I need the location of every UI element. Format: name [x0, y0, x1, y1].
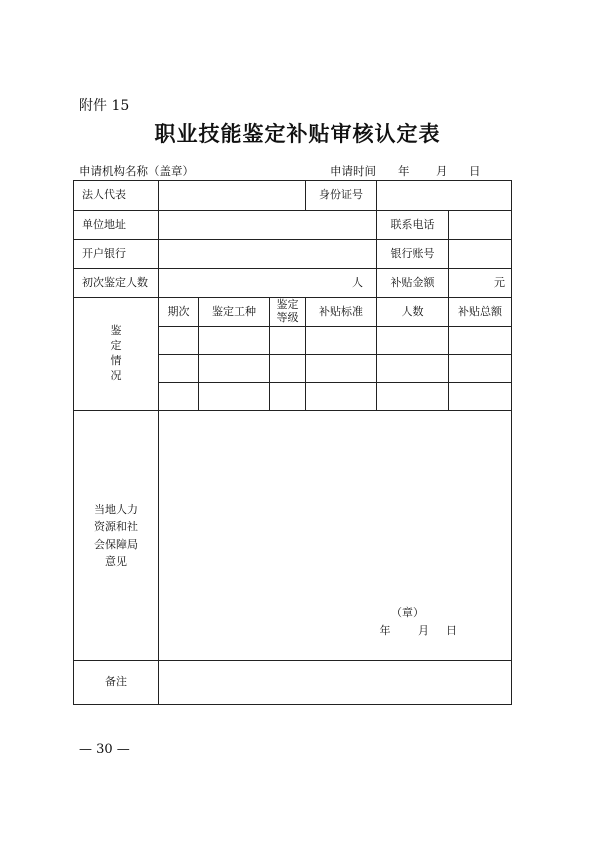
row-bank	[74, 240, 512, 269]
phone-label: 联系电话	[377, 211, 449, 240]
year-label: 年	[379, 624, 391, 637]
period-cell[interactable]	[159, 355, 199, 383]
count-cell[interactable]	[377, 383, 449, 411]
account-field[interactable]	[449, 240, 512, 269]
trade-cell[interactable]	[199, 383, 270, 411]
col-header-trade: 鉴定工种	[199, 298, 270, 327]
application-time-label: 申请时间	[330, 164, 376, 178]
col-header-standard: 补贴标准	[306, 298, 377, 327]
col-header-level: 鉴定等级	[270, 298, 306, 327]
page-number: — 30 —	[79, 742, 130, 757]
bank-label: 开户银行	[74, 240, 159, 269]
phone-field[interactable]	[449, 211, 512, 240]
hrss-opinion-label: 当地人力 资源和社 会保障局 意见	[74, 411, 159, 661]
standard-cell[interactable]	[306, 327, 377, 355]
total-cell[interactable]	[449, 355, 512, 383]
day-label: 日	[446, 624, 457, 637]
col-header-period: 期次	[159, 298, 199, 327]
count-cell[interactable]	[377, 355, 449, 383]
hrss-opinion-field[interactable]	[159, 411, 512, 661]
total-cell[interactable]	[449, 327, 512, 355]
remarks-field[interactable]	[159, 661, 512, 705]
level-cell[interactable]	[270, 355, 306, 383]
remarks-row	[74, 661, 512, 705]
col-header-count: 人数	[377, 298, 449, 327]
person-unit: 人	[352, 275, 363, 289]
initial-count-field[interactable]	[159, 269, 377, 298]
opinion-date	[369, 624, 457, 639]
opinion-row	[74, 411, 512, 661]
month-label: 月	[436, 164, 448, 178]
appraisal-header-row	[74, 298, 512, 327]
yuan-unit: 元	[494, 275, 506, 289]
row-initial-count	[74, 269, 512, 298]
col-header-total: 补贴总额	[449, 298, 512, 327]
period-cell[interactable]	[159, 383, 199, 411]
trade-cell[interactable]	[199, 327, 270, 355]
standard-cell[interactable]	[306, 383, 377, 411]
address-field[interactable]	[159, 211, 377, 240]
subsidy-amount-label: 补贴金额	[377, 269, 449, 298]
legal-rep-label: 法人代表	[74, 181, 159, 211]
application-date	[330, 163, 481, 179]
row-address	[74, 211, 512, 240]
month-label: 月	[418, 624, 429, 637]
address-label: 单位地址	[74, 211, 159, 240]
period-cell[interactable]	[159, 327, 199, 355]
account-label: 银行账号	[377, 240, 449, 269]
standard-cell[interactable]	[306, 355, 377, 383]
appraisal-situation-label: 鉴 定 情 况	[74, 298, 159, 411]
level-cell[interactable]	[270, 383, 306, 411]
trade-cell[interactable]	[199, 355, 270, 383]
subsidy-form-table	[73, 180, 512, 705]
row-legal-rep	[74, 181, 512, 211]
year-label: 年	[398, 164, 410, 178]
legal-rep-field[interactable]	[159, 181, 306, 211]
remarks-label: 备注	[74, 661, 159, 705]
total-cell[interactable]	[449, 383, 512, 411]
initial-count-label: 初次鉴定人数	[74, 269, 159, 298]
seal-label: （章）	[391, 606, 424, 619]
day-label: 日	[469, 164, 481, 178]
bank-field[interactable]	[159, 240, 377, 269]
form-title: 职业技能鉴定补贴审核认定表	[154, 121, 441, 146]
id-number-label: 身份证号	[306, 181, 377, 211]
applicant-org-label: 申请机构名称（盖章）	[79, 164, 194, 178]
subsidy-amount-field[interactable]	[449, 269, 512, 298]
id-number-field[interactable]	[377, 181, 512, 211]
level-cell[interactable]	[270, 327, 306, 355]
count-cell[interactable]	[377, 327, 449, 355]
attachment-label: 附件 15	[79, 98, 130, 114]
